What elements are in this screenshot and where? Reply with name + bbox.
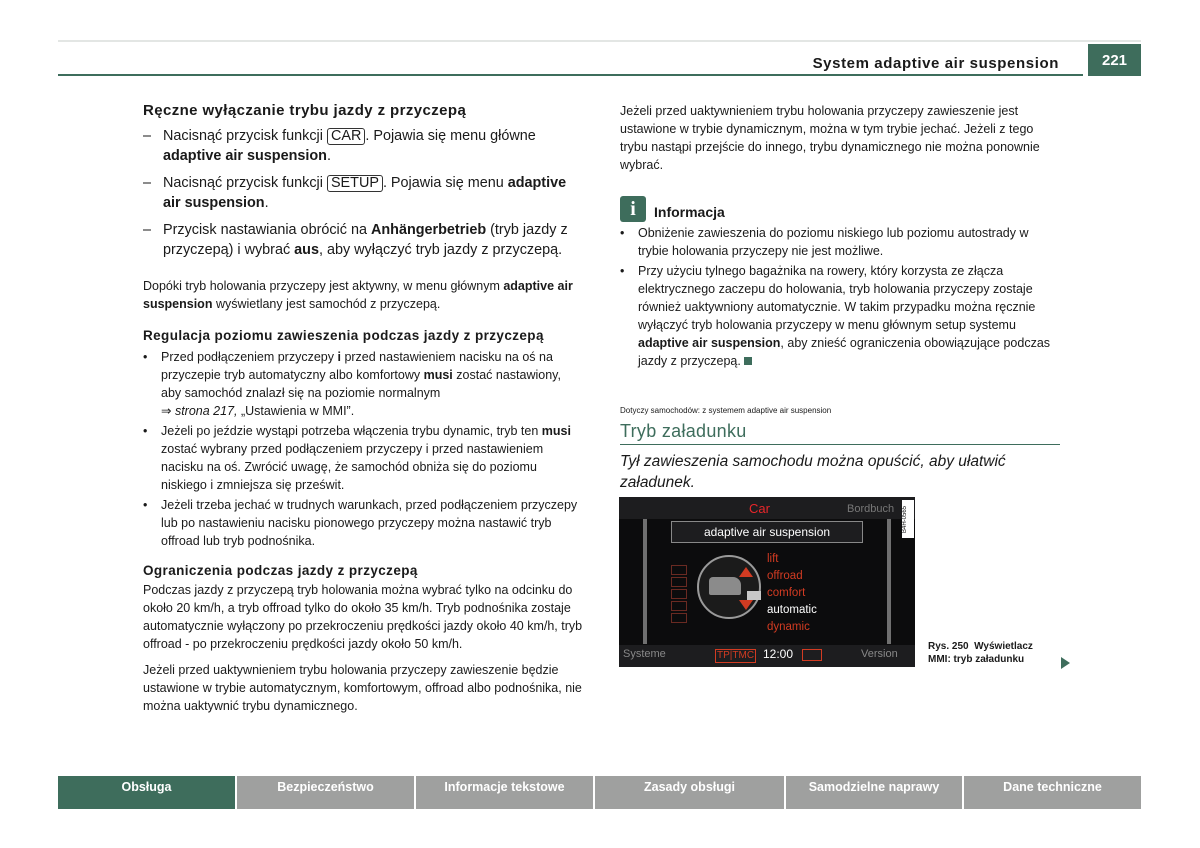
setup-key: SETUP — [327, 175, 383, 192]
mmi-car-label: Car — [749, 501, 770, 516]
mmi-mode-automatic: automatic — [767, 604, 817, 616]
mmi-signal-icon — [802, 649, 822, 661]
heading-manual-disable: Ręczne wyłączanie trybu jazdy z przyczepą — [143, 102, 467, 119]
mmi-raise-arrow-icon — [739, 567, 753, 577]
header-rule — [58, 74, 1083, 76]
mmi-tp-tmc-badge: TP|TMC — [717, 650, 755, 661]
info-title: Informacja — [654, 204, 725, 220]
footer-navigation — [58, 776, 1141, 809]
mmi-mode-dynamic: dynamic — [767, 621, 810, 633]
step-text: Nacisnąć przycisk funkcji SETUP . Pojawia się menu adaptive air suspension. — [163, 175, 567, 211]
dash: – — [143, 175, 152, 191]
lead-text: Tył zawieszenia samochodu można opuścić, aby ułatwić załadunek. — [620, 453, 1006, 491]
mmi-mode-comfort: comfort — [767, 587, 806, 599]
section-heading-loading-mode: Tryb załadunku — [620, 421, 747, 441]
step-text: Nacisnąć przycisk funkcji CAR . Pojawia się menu główne adaptive air suspension. — [163, 128, 536, 164]
mmi-level-bars — [671, 565, 687, 625]
tab-samodzielne-naprawy[interactable]: Samodzielne naprawy — [786, 776, 962, 809]
dash: – — [143, 128, 152, 144]
page-number: 221 — [1088, 44, 1141, 76]
bullet-2: • Jeżeli po jeździe wystąpi potrzeba włączenia trybu dynamic, tryb ten musi zostać wybrany przed podłączeniem przyczepy i przed nastawieniem nacisku na oś. Zwrócić uwagę, że samochód obniża się do poziomu niskiego i zmniejsza się prześwit. — [143, 424, 571, 492]
mmi-clock: 12:00 — [763, 647, 794, 661]
step-1 — [143, 127, 583, 166]
applies-to-note: Dotyczy samochodów: z systemem adaptive air suspension — [620, 406, 832, 415]
step-text: Przycisk nastawiania obrócić na Anhängerbetrieb (tryb jazdy z przyczepą) i wybrać aus, aby wyłączyć tryb jazdy z przyczepą. — [163, 222, 568, 258]
top-light-rule — [58, 40, 1141, 42]
figure-caption: Rys. 250 Wyświetlacz MMI: tryb załadunku — [928, 641, 1033, 665]
heading-restrictions: Ograniczenia podczas jazdy z przyczepą — [143, 563, 418, 578]
bullet-1: • Przed podłączeniem przyczepy i przed nastawieniem nacisku na oś na przyczepie tryb automatyczny albo komfortowy musi zostać nastawiony, aby samochód znalazł się na poziomie normalnym ⇒ strona 217, „Ustawienia w MMI”. — [143, 350, 561, 418]
page-reference-link[interactable]: strona 217, — [171, 404, 238, 418]
heading-level-regulation: Regulacja poziomu zawieszenia podczas jazdy z przyczepą — [143, 328, 544, 343]
mmi-menu-title: adaptive air suspension — [671, 521, 863, 543]
mmi-lower-arrow-icon — [739, 600, 753, 610]
info-bullet-2: • Przy użyciu tylnego bagażnika na rowery, który korzysta ze złącza elektrycznego zaczepu do holowania, tryb holowania przyczepy zostaje również uaktywniony automatycznie. W takim przypadku można ręcznie wyłączyć tryb holowania przyczepy w menu głównym setup systemu adaptive air suspension, aby znieść ograniczenia obowiązujące podczas jazdy z przyczepą. — [620, 264, 1051, 368]
mmi-version-label: Version — [861, 648, 898, 660]
mmi-systeme-label: Systeme — [623, 648, 666, 660]
end-of-section-icon — [744, 357, 752, 365]
mmi-screen-figure — [619, 497, 915, 667]
info-icon: i — [620, 196, 646, 222]
mmi-mode-list — [767, 551, 817, 636]
dash: – — [143, 222, 152, 238]
paragraph-dynamic-mode: Jeżeli przed uaktywnieniem trybu holowania przyczepy zawieszenie będzie ustawione w trybie automatycznym, komfortowym, offroad albo podnośnika, nie można uaktywnić trybu dynamicznego. — [143, 663, 582, 713]
mmi-car-body-icon — [709, 577, 741, 595]
section-rule — [620, 444, 1060, 445]
info-box-header — [620, 196, 1060, 222]
bullet-3: • Jeżeli trzeba jechać w trudnych warunkach, przed podłączeniem przyczepy lub po nastawieniu nacisku pionowego przyczepy można nastawić tryb offroad lub tryb podnośnika. — [143, 498, 578, 548]
tab-zasady-obslugi[interactable]: Zasady obsługi — [595, 776, 784, 809]
running-header: System adaptive air suspension — [812, 55, 1059, 72]
mmi-trailer-icon — [747, 591, 761, 600]
mmi-mode-lift: lift — [767, 553, 779, 565]
paragraph-speed-limits: Podczas jazdy z przyczepą tryb holowania można wybrać tylko na odcinku do około 20 km/h, a tryb offroad tylko do około 35 km/h. Tryb podnośnika zostaje automatycznie wyłączony po przekroczeniu prędkości jazdy około 40 km/h, tryb offroad - po przekroczeniu prędkości jazdy około 50 km/h. — [143, 583, 583, 651]
info-bullet-1: • Obniżenie zawieszenia do poziomu niskiego lub poziomu autostrady w trybie holowania przyczepy nie jest możliwe. — [620, 226, 1029, 258]
mmi-bordbuch-label: Bordbuch — [847, 503, 895, 515]
tab-dane-techniczne[interactable]: Dane techniczne — [964, 776, 1141, 809]
paragraph-dynamic-continue: Jeżeli przed uaktywnieniem trybu holowania przyczepy zawieszenie jest ustawione w trybie dynamicznym, można w tym trybie jechać. Jeżeli z tego trybu nastąpi przejście do innego, trybu dynamicznego nie można ponownie wybrać. — [620, 104, 1040, 172]
mmi-mode-offroad: offroad — [767, 570, 803, 582]
step-2 — [143, 174, 583, 213]
tab-bezpieczenstwo[interactable]: Bezpieczeństwo — [237, 776, 414, 809]
tab-obsluga[interactable]: Obsługa — [58, 776, 235, 809]
continue-arrow-icon — [1061, 657, 1070, 669]
step-3 — [143, 221, 583, 260]
car-key: CAR — [327, 128, 365, 145]
tab-informacje-tekstowe[interactable]: Informacje tekstowe — [416, 776, 593, 809]
figure-code: B4H-0565 — [902, 500, 914, 538]
right-column — [620, 102, 1060, 493]
left-column — [143, 102, 583, 715]
paragraph-trailer-display: Dopóki tryb holowania przyczepy jest aktywny, w menu głównym adaptive air suspension wyświetlany jest samochód z przyczepą. — [143, 279, 573, 311]
